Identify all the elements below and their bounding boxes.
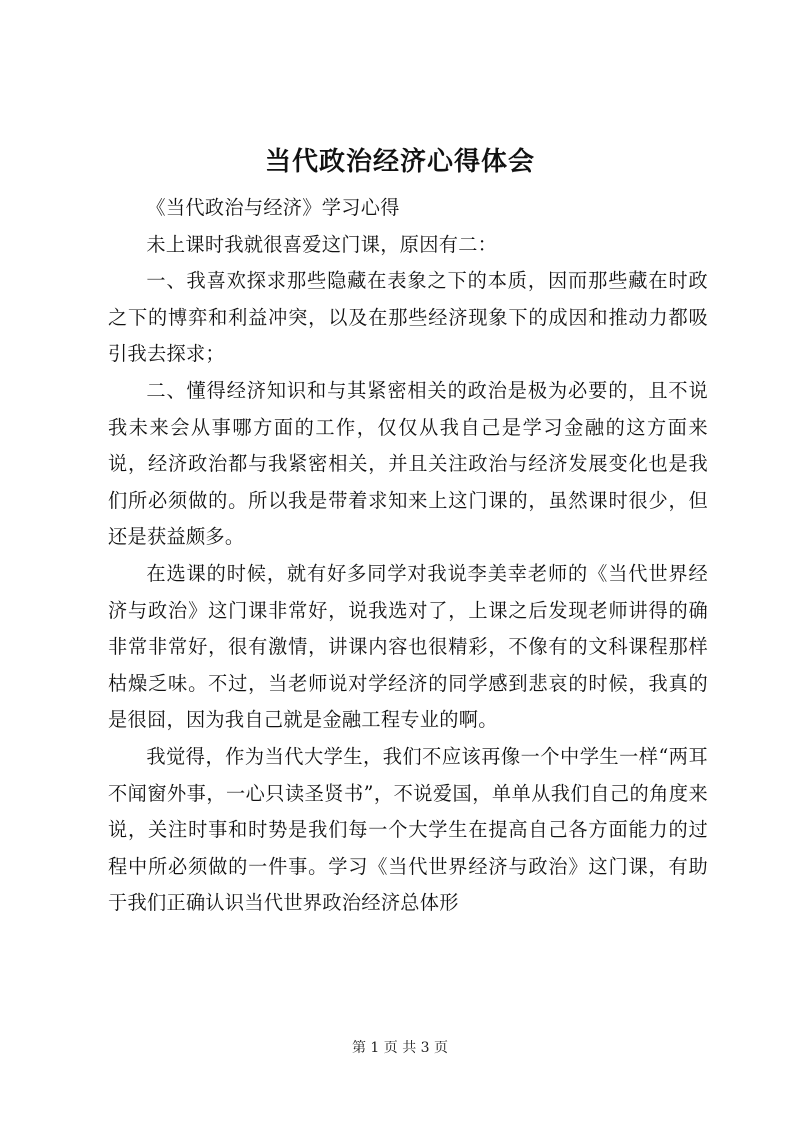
paragraph-course-selection: 在选课的时候，就有好多同学对我说李美幸老师的《当代世界经济与政治》这门课非常好，说我选对了，上课之后发现老师讲得的确非常非常好，很有激情，讲课内容也很精彩，不像有的文科课程那样枯燥乏味。不过，当老师说对学经济的同学感到悲哀的时候，我真的是很囧，因为我自己就是金融工程专业的啊。	[108, 561, 708, 732]
document-body	[108, 190, 708, 922]
paragraph-subtitle: 《当代政治与经济》学习心得	[146, 196, 400, 219]
paragraph-reflection: 我觉得，作为当代大学生，我们不应该再像一个中学生一样“两耳不闻窗外事，一心只读圣贤书”，不说爱国，单单从我们自己的角度来说，关注时事和时势是我们每一个大学生在提高自己各方面能力的过程中所必须做的一件事。学习《当代世界经济与政治》这门课，有助于我们正确认识当代世界政治经济总体形	[108, 744, 708, 915]
page-number-footer: 第 1 页 共 3 页	[351, 1040, 449, 1056]
paragraph-intro: 未上课时我就很喜爱这门课，原因有二：	[146, 232, 498, 256]
document-title: 当代政治经济心得体会	[264, 147, 535, 177]
paragraph-reason-one: 一、我喜欢探求那些隐藏在表象之下的本质，因而那些藏在时政之下的博弈和利益冲突，以及在那些经济现象下的成因和推动力都吸引我去探求；	[108, 269, 708, 366]
paragraph-reason-two: 二、懂得经济知识和与其紧密相关的政治是极为必要的，且不说我未来会从事哪方面的工作，仅仅从我自己是学习金融的这方面来说，经济政治都与我紧密相关，并且关注政治与经济发展变化也是我们所必须做的。所以我是带着求知来上这门课的，虽然课时很少，但还是获益颇多。	[108, 378, 708, 549]
